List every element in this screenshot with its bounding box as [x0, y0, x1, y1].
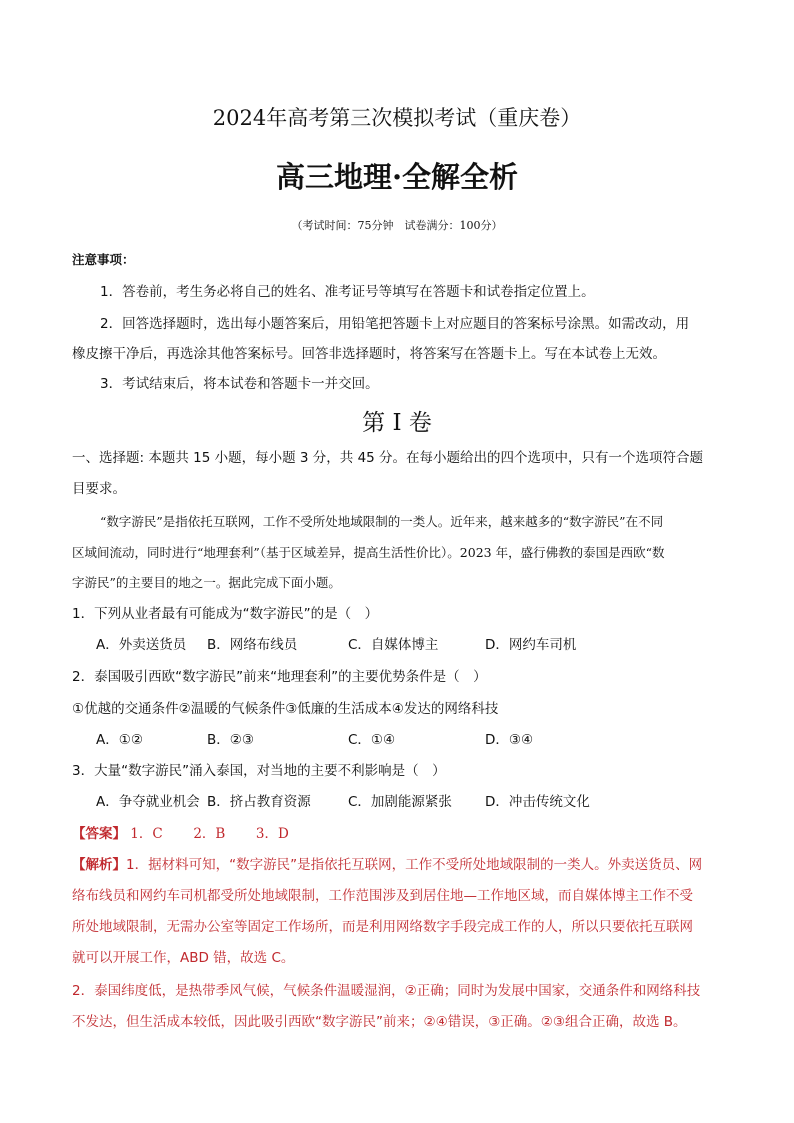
q1-option-c: C．自媒体博主 [348, 637, 439, 653]
q2-option-c: C．①④ [348, 732, 396, 748]
q2-option-b: B．②③ [207, 732, 254, 748]
q1-option-b: B．网络布线员 [207, 637, 298, 653]
q3-option-c: C．加剧能源紧张 [348, 794, 452, 810]
q3-option-b: B．挤占教育资源 [207, 794, 311, 810]
answer-row [72, 822, 289, 842]
analysis-p1-line-2: 络布线员和网约车司机都受所处地域限制，工作范围涉及到居住地—工作地区域，而自媒体博主工作不受 [72, 888, 693, 904]
answer-1: 1．C [130, 826, 163, 842]
analysis-p1-line-4: 就可以开展工作，ABD 错，故选 C。 [72, 950, 295, 966]
note-line-3: 橡皮擦干净后，再选涂其他答案标号。回答非选择题时，将答案写在答题卡上。写在本试卷上无效。 [72, 346, 666, 362]
q2-option-d: D．③④ [485, 732, 534, 748]
time-note: （考试时间：75分钟 试卷满分：100分） [291, 219, 503, 232]
analysis-p1-first [72, 853, 702, 873]
passage-line-2: 区域间流动，同时进行“地理套利”（基于区域差异，提高生活性价比）。2023 年，盛行佛教的泰国是西欧“数 [72, 545, 665, 560]
note-line-4: 3．考试结束后，将本试卷和答题卡一并交回。 [100, 376, 379, 392]
analysis-p2-line-1: 2．泰国纬度低，是热带季风气候，气候条件温暖湿润，②正确；同时为发展中国家，交通条件和网络科技 [72, 983, 701, 999]
section-instruction-1: 一、选择题: 本题共 15 小题，每小题 3 分，共 45 分。在每小题给出的四个选项中，只有一个选项符合题 [72, 450, 704, 466]
answer-2: 2．B [193, 826, 226, 842]
question-3-stem: 3．大量“数字游民”涌入泰国，对当地的主要不利影响是（ ） [72, 763, 446, 779]
q1-option-a: A．外卖送货员 [96, 637, 187, 653]
answer-3: 3．D [255, 826, 289, 842]
exam-title: 2024年高考第三次模拟考试（重庆卷） [212, 106, 582, 130]
q3-option-a: A．争夺就业机会 [96, 794, 200, 810]
notes-heading: 注意事项： [72, 252, 135, 267]
analysis-p2-line-2: 不发达，但生活成本较低，因此吸引西欧“数字游民”前来；②④错误，③正确。②③组合正确，故选 B。 [72, 1014, 687, 1030]
analysis-label: 【解析】 [72, 857, 126, 873]
section-instruction-2: 目要求。 [72, 481, 126, 497]
passage-line-3: 字游民”的主要目的地之一。据此完成下面小题。 [72, 575, 341, 590]
subject-title: 高三地理·全解全析 [275, 160, 519, 194]
q3-option-d: D．冲击传统文化 [485, 794, 590, 810]
question-2-statements: ①优越的交通条件②温暖的气候条件③低廉的生活成本④发达的网络科技 [72, 701, 499, 717]
q1-option-d: D．网约车司机 [485, 637, 577, 653]
note-line-2: 2．回答选择题时，选出每小题答案后，用铅笔把答题卡上对应题目的答案标号涂黑。如需改动，用 [100, 316, 690, 332]
analysis-p1-line-1: 1．据材料可知，“数字游民”是指依托互联网，工作不受所处地域限制的一类人。外卖送货员、网 [126, 857, 703, 873]
question-2-stem: 2．泰国吸引西欧“数字游民”前来“地理套利”的主要优势条件是（ ） [72, 669, 487, 685]
question-1-stem: 1．下列从业者最有可能成为“数字游民”的是（ ） [72, 606, 379, 622]
section-title: 第 I 卷 [362, 410, 432, 436]
q2-option-a: A．①② [96, 732, 143, 748]
analysis-p1-line-3: 所处地域限制，无需办公室等固定工作场所，而是利用网络数字手段完成工作的人，所以只要依托互联网 [72, 919, 693, 935]
answer-label: 【答案】 [72, 826, 126, 842]
passage-line-1: “数字游民”是指依托互联网，工作不受所处地域限制的一类人。近年来，越来越多的“数字游民”在不同 [100, 514, 664, 529]
note-line-1: 1．答卷前，考生务必将自己的姓名、准考证号等填写在答题卡和试卷指定位置上。 [100, 284, 595, 300]
